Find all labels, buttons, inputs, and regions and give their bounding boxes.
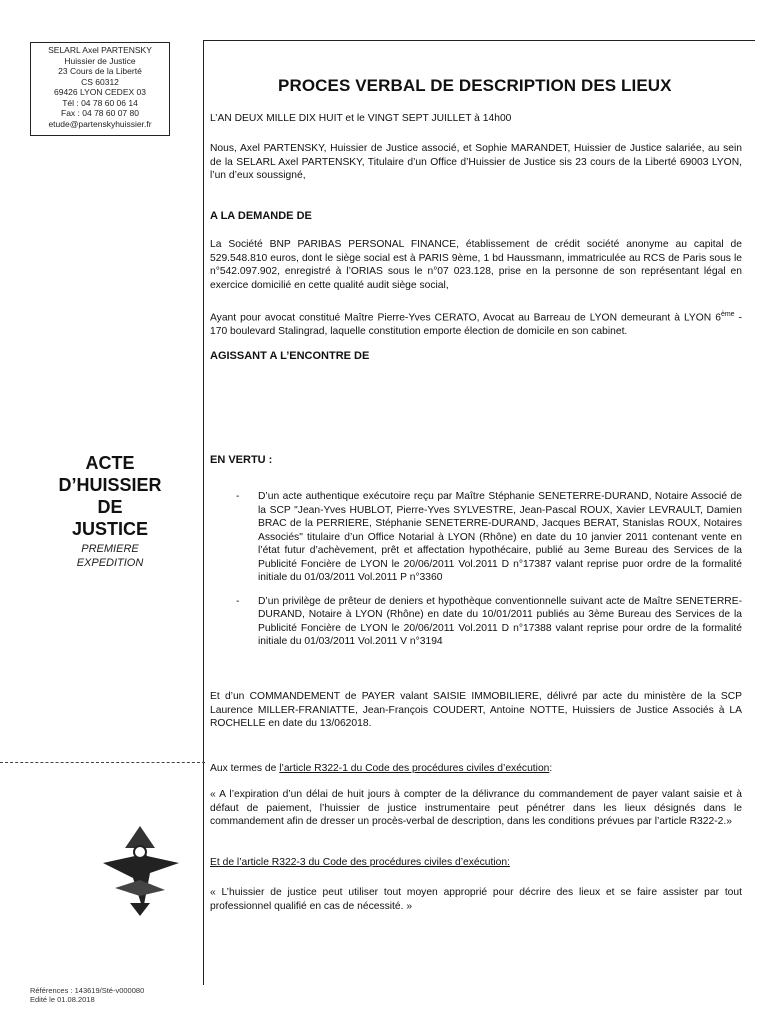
sender-line: CS 60312 <box>81 76 119 87</box>
article-r322-1-ref <box>210 762 742 776</box>
sender-line: Tél : 04 78 60 06 14 <box>62 97 138 108</box>
commandement-paragraph: Et d’un COMMANDEMENT de PAYER valant SAISIE IMMOBILIERE, délivré par acte du ministère de la SCP Laurence MILLER-FRANIATTE, Jean-François COUDERT, Antoine NOTTE, Huissiers de Justice Associés à LA ROCHELLE en date du 13/062018. <box>210 691 742 729</box>
expedition-line: PREMIERE <box>81 543 139 555</box>
quote-r322-1: « A l’expiration d’un délai de huit jours à compter de la délivrance du commandement de payer valant saisie et à défaut de paiement, l’huissier de justice instrumentaire peut pénétrer dans les lieux désignés dans le commandement afin de dresser un procès-verbal de description, dans les conditions prévues par l’article R322-2.» <box>210 789 742 827</box>
date-line: L’AN DEUX MILLE DIX HUIT et le VINGT SEPT JUILLET à 14h00 <box>210 113 512 124</box>
heading-en-vertu: EN VERTU : <box>210 454 273 466</box>
avocat-text: Ayant pour avocat constitué Maître Pierre-Yves CERATO, Avocat au Barreau de LYON demeurant à LYON 6 <box>210 312 721 324</box>
margin-rule-horizontal <box>203 40 755 41</box>
article-r322-3-ref: Et de l’article R322-3 du Code des procédures civiles d’exécution: <box>210 857 510 868</box>
article-r322-1-title: l’article R322-1 du Code des procédures civiles d’exécution <box>279 763 550 774</box>
list-item: - D’un acte authentique exécutoire reçu par Maître Stéphanie SENETERRE-DURAND, Notaire Associé de la SCP "Jean-Yves HUBLOT, Pierre-Yves SYLVESTRE, Jean-Pascal ROUX, Xavier LEVRAULT, Damien BRAC de la PERRIERE, Stéphanie SENETERRE-DURAND, Jacques BERAT, Stanislas ROUX, Notaires Associés" titulaire d’un Office Notarial à LYON (Rhône) en date du 10 janvier 2011 contenant vente en l’état futur d’achèvement, prêt et affectation hypothécaire, publié au 3eme Bureau des Services de la Publicité Foncière de LYON le 20/06/2011 Vol.2011 D n°17387 valant reprise puor ordre de la formalité initiale du 01/03/2011 Vol.2011 P n°3360 <box>258 490 742 585</box>
document-references <box>30 986 200 1004</box>
demande-paragraph: La Société BNP PARIBAS PERSONAL FINANCE, établissement de crédit société anonyme au capital de 529.548.810 euros, dont le siège social est à PARIS 9ème, 1 bd Haussmann, immatriculée au RCS de Paris sous le n°542.097.902, enregistré à l’ORIAS sous le n°07 023.128, prise en la personne de son représentant légal en exercice domicilié en cette qualité audit siège social, <box>210 239 742 291</box>
acte-line: ACTE <box>85 453 135 473</box>
vertu-list <box>258 490 742 649</box>
expedition-label <box>55 542 165 570</box>
document-title: PROCES VERBAL DE DESCRIPTION DES LIEUX <box>278 76 672 95</box>
expedition-line: EXPEDITION <box>76 557 144 569</box>
heading-agissant: AGISSANT A L’ENCONTRE DE <box>210 350 370 362</box>
quote-r322-3: « L’huissier de justice peut utiliser tout moyen approprié pour décrire des lieux et se faire assister par tout professionnel qualifié en cas de nécessité. » <box>210 887 742 912</box>
article-suffix: : <box>549 763 553 774</box>
avocat-text-end: - 170 boulevard Stalingrad, laquelle constitution emporte élection de domicile en son cabinet. <box>210 312 742 337</box>
reference-line: Références : 143619/Sté-v000080 <box>30 986 145 995</box>
huissier-emblem-icon <box>95 818 185 918</box>
avocat-paragraph <box>210 308 742 338</box>
avocat-sup: ème <box>720 311 735 318</box>
sender-address-block <box>30 42 170 136</box>
article-prefix: Aux termes de <box>210 763 280 774</box>
acte-line: JUSTICE <box>71 519 149 539</box>
sender-line: 69426 LYON CEDEX 03 <box>54 87 146 97</box>
acte-line: DE <box>97 497 123 517</box>
sender-line: SELARL Axel PARTENSKY <box>48 45 152 55</box>
intro-paragraph: Nous, Axel PARTENSKY, Huissier de Justice associé, et Sophie MARANDET, Huissier de Justice salariée, au sein de la SELARL Axel PARTENSKY, Titulaire d’un Office d’Huissier de Justice sis 23 cours de la Liberté 69003 LYON, l’un d’eux soussigné, <box>210 143 742 181</box>
sender-line: Huissier de Justice <box>64 55 136 66</box>
sender-line: 23 Cours de la Liberté <box>58 66 142 76</box>
heading-a-la-demande: A LA DEMANDE DE <box>210 210 312 222</box>
cut-line <box>0 762 205 763</box>
edition-date: Edité le 01.08.2018 <box>30 995 95 1004</box>
acte-huissier-stamp <box>55 452 165 540</box>
list-item: - D’un privilège de prêteur de deniers et hypothèque conventionnelle suivant acte de Maître SENETERRE-DURAND, Notaire à LYON (Rhône) en date du 10/01/2011 publiés au 3ème Bureau des Services de la Publicité Foncière de LYON le 20/06/2011 Vol.2011 D n°17388 valant reprise pour ordre de la formalité initiale du 01/03/2011 Vol.2011 V n°3194 <box>258 595 742 649</box>
acte-line: D’HUISSIER <box>58 475 162 495</box>
sender-email: etude@partenskyhuissier.fr <box>48 118 152 129</box>
margin-rule-vertical <box>203 40 204 985</box>
sender-line: Fax : 04 78 60 07 80 <box>61 108 139 118</box>
